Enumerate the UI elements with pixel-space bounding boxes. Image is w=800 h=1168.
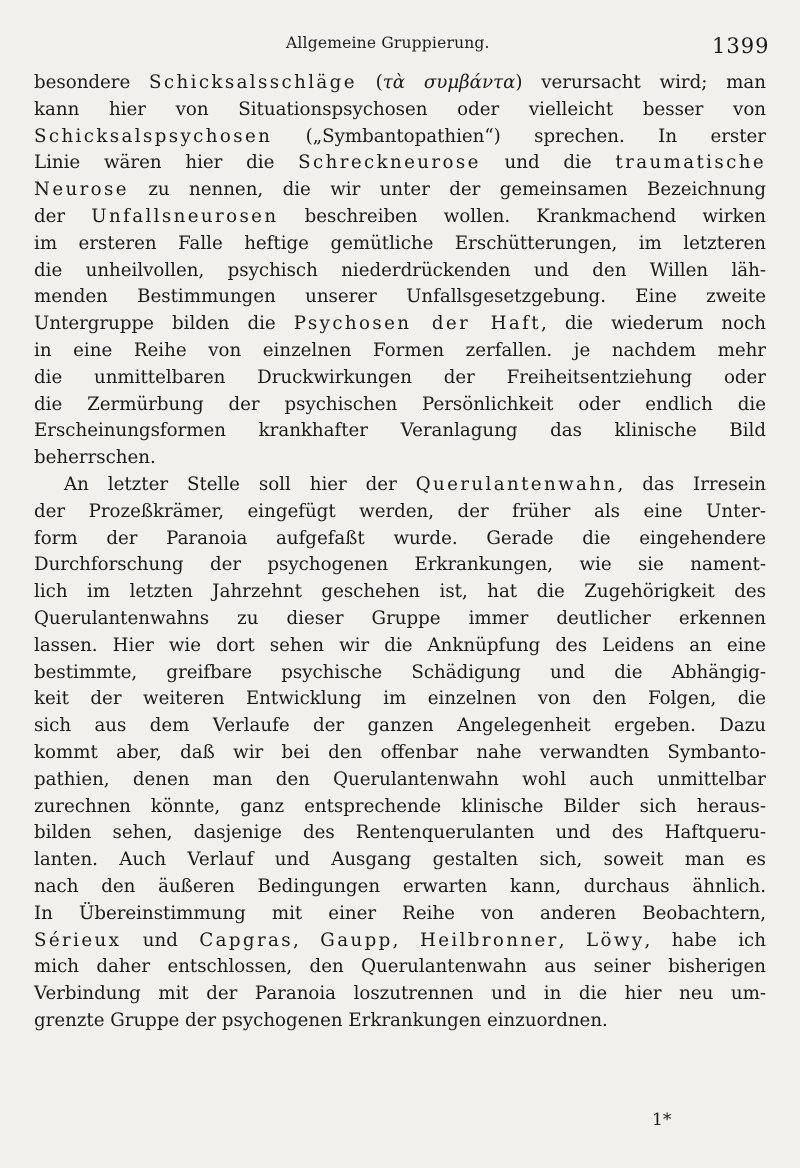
spaced-term: Neurose (34, 179, 129, 201)
text-line: die unheilvollen, psychisch niederdrückenden und den Willen läh- (34, 259, 766, 281)
spaced-term: Unfallsneurosen (91, 205, 279, 227)
text-line: An letzter Stelle soll hier der Querulantenwahn, das Irresein (64, 473, 766, 495)
text-line: keit der weiteren Entwicklung im einzelnen von den Folgen, die (34, 688, 766, 710)
text-line: sich aus dem Verlaufe der ganzen Angelegenheit ergeben. Dazu (34, 715, 766, 737)
text-line: der Prozeßkrämer, eingefügt werden, der früher als eine Unter- (34, 500, 766, 522)
spaced-term: Gaupp (320, 929, 393, 951)
header-title: Allgemeine Gruppierung. (286, 34, 490, 52)
text-line: In Übereinstimmung mit einer Reihe von anderen Beobachtern, (34, 902, 766, 924)
spaced-term: Sérieux (34, 929, 122, 951)
text-line: zurechnen könnte, ganz entsprechende klinische Bilder sich heraus- (34, 795, 766, 817)
spaced-term: Schreckneurose (298, 152, 481, 174)
body-text (34, 70, 766, 1035)
text-line: besondere Schicksalsschläge (τὰ συμβάντα) verursacht wird; man (34, 72, 766, 93)
text-line: lanten. Auch Verlauf und Ausgang gestalten sich, soweit man es (34, 849, 766, 871)
spaced-term: Schicksalspsychosen (34, 125, 273, 147)
text-line: bilden sehen, dasjenige des Rentenquerulanten und des Haftqueru- (34, 822, 766, 844)
text-line: im ersteren Falle heftige gemütliche Erschütterungen, im letzteren (34, 232, 766, 254)
text-line: Erscheinungsformen krankhafter Veranlagung das klinische Bild (34, 420, 766, 442)
text-line: pathien, denen man den Querulantenwahn wohl auch unmittelbar (34, 768, 766, 790)
text-line: Schicksalspsychosen („Symbantopathien“) sprechen. In erster (34, 125, 766, 147)
text-line: Querulantenwahns zu dieser Gruppe immer deutlicher erkennen (34, 607, 766, 629)
text-line: beherrschen. (34, 447, 156, 469)
text-line: lassen. Hier wie dort sehen wir die Anknüpfung des Leidens an eine (34, 634, 766, 656)
text-line: form der Paranoia aufgefaßt wurde. Gerade die eingehendere (34, 527, 766, 549)
text-line: bestimmte, greifbare psychische Schädigung und die Abhängig- (34, 661, 766, 683)
text-line: die Zermürbung der psychischen Persönlichkeit oder endlich die (34, 393, 766, 415)
text-line: in eine Reihe von einzelnen Formen zerfallen. je nachdem mehr (34, 339, 766, 361)
text-line: die unmittelbaren Druckwirkungen der Freiheitsentziehung oder (34, 366, 766, 388)
spaced-term: Capgras (199, 929, 294, 951)
text-line: Linie wären hier die Schreckneurose und die traumatische (34, 152, 766, 174)
greek-term: τὰ συμβάντα (382, 72, 516, 93)
text-line: Untergruppe bilden die Psychosen der Haft, die wiederum noch (34, 313, 766, 335)
spaced-term: Heilbronner (419, 929, 559, 951)
text-line: mich daher entschlossen, den Querulantenwahn aus seiner bisherigen (34, 956, 766, 978)
text-line: lich im letzten Jahrzehnt geschehen ist, hat die Zugehörigkeit des (34, 581, 766, 603)
spaced-term: traumatische (615, 152, 766, 174)
text-line: Sérieux und Capgras, Gaupp, Heilbronner, Löwy, habe ich (34, 929, 766, 951)
text-line: Neurose zu nennen, die wir unter der gemeinsamen Bezeichnung (34, 179, 766, 201)
text-line: grenzte Gruppe der psychogenen Erkrankungen einzuordnen. (34, 1009, 608, 1031)
spaced-term: Psychosen der Haft (293, 313, 541, 335)
text-line: Verbindung mit der Paranoia loszutrennen und in die hier neu um- (34, 983, 766, 1005)
text-line: kommt aber, daß wir bei den offenbar nahe verwandten Symbanto- (34, 741, 766, 763)
spaced-term: Querulantenwahn (415, 473, 618, 495)
spaced-term: Schicksalsschläge (149, 72, 357, 93)
text-line: Durchforschung der psychogenen Erkrankungen, wie sie nament- (34, 554, 766, 576)
running-header (0, 30, 800, 58)
text-line: der Unfallsneurosen beschreiben wollen. Krankmachend wirken (34, 205, 766, 227)
signature-mark: 1* (652, 1110, 672, 1130)
page-number: 1399 (712, 34, 770, 58)
text-line: nach den äußeren Bedingungen erwarten kann, durchaus ähnlich. (34, 875, 766, 897)
spaced-term: Löwy (586, 929, 645, 951)
text-line: menden Bestimmungen unserer Unfallsgesetzgebung. Eine zweite (34, 286, 766, 308)
text-line: kann hier von Situationspsychosen oder vielleicht besser von (34, 98, 766, 120)
